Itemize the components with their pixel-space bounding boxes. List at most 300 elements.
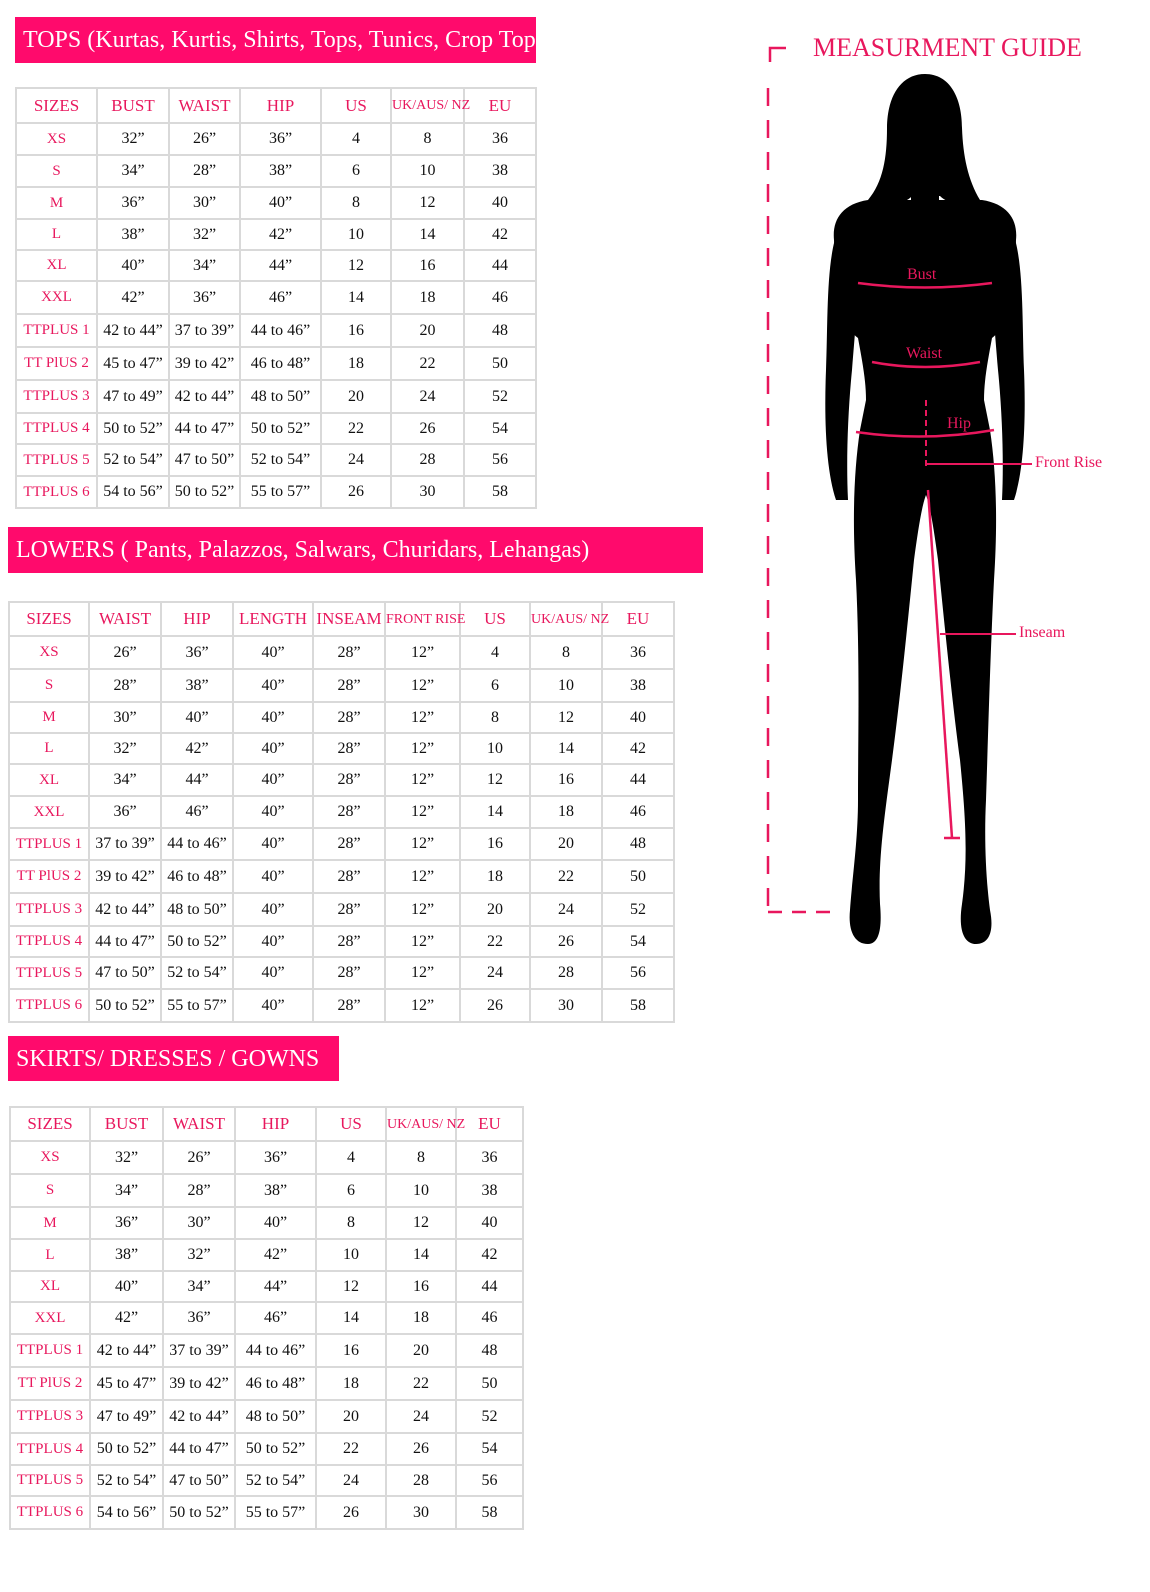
table-cell: 28” — [313, 860, 385, 893]
table-cell: 12” — [385, 733, 460, 764]
table-cell: 37 to 39” — [89, 828, 161, 860]
table-cell: 48 — [602, 828, 674, 860]
table-cell: 30 — [530, 989, 602, 1022]
size-label: TTPLUS 4 — [9, 926, 89, 957]
table-cell: 12” — [385, 893, 460, 926]
table-cell: 42 to 44” — [169, 380, 240, 413]
column-header: SIZES — [10, 1107, 90, 1141]
table-cell: 36 — [456, 1141, 523, 1174]
table-cell: 42 — [464, 219, 536, 250]
table-row — [9, 669, 674, 702]
size-label: M — [10, 1207, 90, 1239]
table-cell: 28” — [169, 155, 240, 187]
table-row — [16, 476, 536, 508]
table-cell: 44” — [161, 764, 233, 796]
size-label: TTPLUS 4 — [16, 413, 97, 444]
size-label: TT PlUS 2 — [16, 347, 97, 380]
size-label: TTPLUS 5 — [16, 444, 97, 476]
table-cell: 40” — [233, 957, 313, 989]
table-cell: 12” — [385, 636, 460, 669]
table-cell: 32” — [163, 1239, 235, 1271]
table-cell: 44 — [602, 764, 674, 796]
table-cell: 20 — [391, 314, 464, 347]
table-cell: 47 to 50” — [163, 1465, 235, 1496]
size-label: S — [10, 1174, 90, 1207]
table-cell: 58 — [602, 989, 674, 1022]
table-cell: 12” — [385, 669, 460, 702]
table-cell: 42 to 44” — [90, 1334, 163, 1367]
table-cell: 52 — [464, 380, 536, 413]
table-cell: 20 — [530, 828, 602, 860]
table-cell: 18 — [391, 281, 464, 314]
table-row — [9, 828, 674, 860]
table-cell: 42” — [97, 281, 169, 314]
table-cell: 45 to 47” — [90, 1367, 163, 1400]
table-cell: 40” — [233, 796, 313, 828]
table-cell: 47 to 50” — [169, 444, 240, 476]
table-cell: 50 to 52” — [90, 1433, 163, 1465]
table-cell: 10 — [391, 155, 464, 187]
table-cell: 36” — [235, 1141, 316, 1174]
table-row — [16, 155, 536, 187]
column-header: FRONT RISE — [385, 602, 460, 636]
table-cell: 44 — [456, 1271, 523, 1302]
table-row — [16, 187, 536, 219]
table-cell: 42” — [161, 733, 233, 764]
table-cell: 40 — [464, 187, 536, 219]
table-cell: 28” — [313, 828, 385, 860]
table-row — [10, 1465, 523, 1496]
table-cell: 12 — [460, 764, 530, 796]
table-cell: 18 — [321, 347, 391, 380]
table-cell: 22 — [316, 1433, 386, 1465]
table-cell: 12 — [321, 250, 391, 281]
table-cell: 39 to 42” — [89, 860, 161, 893]
table-row — [10, 1433, 523, 1465]
table-cell: 16 — [316, 1334, 386, 1367]
table-cell: 52 — [602, 893, 674, 926]
measurement-guide-figure — [760, 40, 1140, 960]
table-cell: 10 — [321, 219, 391, 250]
table-cell: 50 to 52” — [169, 476, 240, 508]
table-cell: 38” — [97, 219, 169, 250]
table-cell: 30 — [391, 476, 464, 508]
table-cell: 50 — [456, 1367, 523, 1400]
table-cell: 47 to 50” — [89, 957, 161, 989]
table-cell: 52 to 54” — [90, 1465, 163, 1496]
table-cell: 46 — [456, 1302, 523, 1334]
table-cell: 28” — [313, 893, 385, 926]
table-row — [16, 314, 536, 347]
table-cell: 8 — [321, 187, 391, 219]
table-cell: 36” — [240, 123, 321, 155]
table-cell: 32” — [90, 1141, 163, 1174]
table-cell: 28” — [313, 702, 385, 733]
table-cell: 44 — [464, 250, 536, 281]
table-cell: 12” — [385, 828, 460, 860]
table-cell: 44” — [235, 1271, 316, 1302]
table-cell: 50 to 52” — [97, 413, 169, 444]
table-cell: 42 — [602, 733, 674, 764]
table-cell: 52 to 54” — [161, 957, 233, 989]
table-cell: 20 — [460, 893, 530, 926]
inseam-label: Inseam — [1019, 624, 1066, 641]
table-row — [9, 957, 674, 989]
table-cell: 47 to 49” — [97, 380, 169, 413]
table-cell: 28” — [313, 764, 385, 796]
table-cell: 42 — [456, 1239, 523, 1271]
table-cell: 50 to 52” — [163, 1496, 235, 1529]
table-cell: 28” — [313, 957, 385, 989]
female-silhouette-icon — [825, 74, 1024, 944]
table-cell: 46 to 48” — [161, 860, 233, 893]
table-cell: 4 — [460, 636, 530, 669]
column-header: HIP — [235, 1107, 316, 1141]
size-label: XS — [16, 123, 97, 155]
table-row — [16, 250, 536, 281]
table-cell: 40” — [233, 926, 313, 957]
table-cell: 28 — [530, 957, 602, 989]
table-cell: 44 to 46” — [240, 314, 321, 347]
table-cell: 18 — [386, 1302, 456, 1334]
table-cell: 20 — [386, 1334, 456, 1367]
table-cell: 10 — [530, 669, 602, 702]
table-row — [16, 281, 536, 314]
table-row — [9, 702, 674, 733]
table-cell: 36” — [89, 796, 161, 828]
table-row — [9, 893, 674, 926]
table-cell: 26 — [391, 413, 464, 444]
size-label: TTPLUS 1 — [10, 1334, 90, 1367]
table-cell: 24 — [530, 893, 602, 926]
table-cell: 46 to 48” — [235, 1367, 316, 1400]
table-cell: 12 — [391, 187, 464, 219]
table-cell: 48 — [464, 314, 536, 347]
table-cell: 10 — [460, 733, 530, 764]
table-row — [16, 123, 536, 155]
table-cell: 56 — [456, 1465, 523, 1496]
table-cell: 28” — [313, 669, 385, 702]
table-cell: 32” — [97, 123, 169, 155]
column-header: EU — [602, 602, 674, 636]
table-cell: 38” — [161, 669, 233, 702]
table-row — [10, 1496, 523, 1529]
size-label: TTPLUS 3 — [9, 893, 89, 926]
table-cell: 52 to 54” — [235, 1465, 316, 1496]
table-cell: 42” — [240, 219, 321, 250]
column-header: BUST — [90, 1107, 163, 1141]
table-cell: 26 — [321, 476, 391, 508]
table-cell: 24 — [386, 1400, 456, 1433]
table-cell: 46 — [602, 796, 674, 828]
column-header: UK/AUS/ NZ — [530, 602, 602, 636]
table-cell: 52 to 54” — [240, 444, 321, 476]
table-row — [9, 636, 674, 669]
table-cell: 34” — [97, 155, 169, 187]
lowers-size-table — [8, 601, 675, 1023]
column-header: WAIST — [89, 602, 161, 636]
table-cell: 6 — [321, 155, 391, 187]
table-cell: 55 to 57” — [161, 989, 233, 1022]
table-cell: 39 to 42” — [169, 347, 240, 380]
table-row — [16, 413, 536, 444]
table-row — [10, 1334, 523, 1367]
front-rise-label: Front Rise — [1035, 454, 1103, 471]
size-label: XS — [9, 636, 89, 669]
table-row — [10, 1302, 523, 1334]
size-label: TTPLUS 3 — [10, 1400, 90, 1433]
table-row — [9, 860, 674, 893]
table-cell: 50 to 52” — [161, 926, 233, 957]
size-label: TTPLUS 6 — [9, 989, 89, 1022]
column-header: LENGTH — [233, 602, 313, 636]
table-cell: 34” — [169, 250, 240, 281]
column-header: INSEAM — [313, 602, 385, 636]
table-cell: 16 — [391, 250, 464, 281]
table-cell: 16 — [321, 314, 391, 347]
table-cell: 54 — [602, 926, 674, 957]
table-cell: 4 — [316, 1141, 386, 1174]
table-cell: 20 — [321, 380, 391, 413]
table-row — [10, 1207, 523, 1239]
column-header: WAIST — [169, 88, 240, 123]
table-cell: 36 — [602, 636, 674, 669]
table-row — [10, 1239, 523, 1271]
table-cell: 48 to 50” — [161, 893, 233, 926]
guide-title: MEASURMENT GUIDE — [813, 33, 1082, 62]
table-cell: 16 — [530, 764, 602, 796]
tops-title: TOPS (Kurtas, Kurtis, Shirts, Tops, Tunics, Crop Tops) — [23, 27, 554, 53]
table-cell: 12 — [386, 1207, 456, 1239]
size-label: M — [9, 702, 89, 733]
table-cell: 42 to 44” — [163, 1400, 235, 1433]
size-label: TTPLUS 5 — [10, 1465, 90, 1496]
table-cell: 8 — [460, 702, 530, 733]
table-cell: 8 — [391, 123, 464, 155]
table-cell: 44 to 47” — [163, 1433, 235, 1465]
table-row — [10, 1271, 523, 1302]
table-cell: 36” — [97, 187, 169, 219]
table-row — [10, 1367, 523, 1400]
table-cell: 6 — [460, 669, 530, 702]
table-cell: 34” — [89, 764, 161, 796]
table-cell: 24 — [391, 380, 464, 413]
lowers-banner — [8, 527, 703, 573]
size-label: XL — [16, 250, 97, 281]
table-cell: 38” — [90, 1239, 163, 1271]
table-cell: 34” — [90, 1174, 163, 1207]
size-label: S — [16, 155, 97, 187]
table-cell: 40 — [602, 702, 674, 733]
size-label: TTPLUS 3 — [16, 380, 97, 413]
table-cell: 40” — [240, 187, 321, 219]
table-cell: 48 — [456, 1334, 523, 1367]
table-cell: 50 to 52” — [89, 989, 161, 1022]
table-cell: 22 — [530, 860, 602, 893]
table-cell: 40 — [456, 1207, 523, 1239]
size-label: TTPLUS 4 — [10, 1433, 90, 1465]
table-cell: 12” — [385, 989, 460, 1022]
guide-bracket-top — [770, 48, 786, 62]
size-label: L — [10, 1239, 90, 1271]
table-cell: 37 to 39” — [163, 1334, 235, 1367]
table-cell: 26 — [530, 926, 602, 957]
table-cell: 40” — [233, 893, 313, 926]
table-cell: 28” — [313, 733, 385, 764]
column-header: US — [321, 88, 391, 123]
table-cell: 40” — [233, 764, 313, 796]
column-header: SIZES — [16, 88, 97, 123]
table-cell: 38” — [240, 155, 321, 187]
table-cell: 30” — [89, 702, 161, 733]
table-cell: 54 — [464, 413, 536, 444]
table-cell: 22 — [386, 1367, 456, 1400]
table-cell: 12” — [385, 860, 460, 893]
table-cell: 54 to 56” — [97, 476, 169, 508]
table-row — [9, 989, 674, 1022]
size-label: TT PlUS 2 — [9, 860, 89, 893]
table-row — [9, 764, 674, 796]
table-row — [9, 733, 674, 764]
size-label: XXL — [10, 1302, 90, 1334]
column-header: WAIST — [163, 1107, 235, 1141]
column-header: US — [460, 602, 530, 636]
table-cell: 56 — [464, 444, 536, 476]
table-cell: 54 — [456, 1433, 523, 1465]
table-cell: 8 — [530, 636, 602, 669]
table-cell: 14 — [391, 219, 464, 250]
table-cell: 8 — [386, 1141, 456, 1174]
table-cell: 18 — [316, 1367, 386, 1400]
table-cell: 20 — [316, 1400, 386, 1433]
table-cell: 28” — [313, 989, 385, 1022]
column-header: SIZES — [9, 602, 89, 636]
table-cell: 6 — [316, 1174, 386, 1207]
table-cell: 28” — [313, 796, 385, 828]
table-cell: 14 — [386, 1239, 456, 1271]
table-cell: 44 to 46” — [161, 828, 233, 860]
table-cell: 28” — [313, 636, 385, 669]
table-cell: 28” — [89, 669, 161, 702]
table-cell: 39 to 42” — [163, 1367, 235, 1400]
table-cell: 26 — [460, 989, 530, 1022]
size-label: TTPLUS 5 — [9, 957, 89, 989]
table-cell: 40” — [233, 636, 313, 669]
skirts-size-table — [9, 1106, 524, 1530]
table-cell: 18 — [530, 796, 602, 828]
size-label: TTPLUS 1 — [16, 314, 97, 347]
size-label: M — [16, 187, 97, 219]
table-cell: 12 — [316, 1271, 386, 1302]
table-cell: 32” — [169, 219, 240, 250]
column-header: HIP — [240, 88, 321, 123]
size-label: TT PlUS 2 — [10, 1367, 90, 1400]
table-cell: 36” — [161, 636, 233, 669]
table-cell: 55 to 57” — [235, 1496, 316, 1529]
size-label: L — [9, 733, 89, 764]
table-cell: 42” — [90, 1302, 163, 1334]
table-cell: 38 — [464, 155, 536, 187]
table-cell: 46” — [235, 1302, 316, 1334]
table-cell: 46 to 48” — [240, 347, 321, 380]
table-row — [16, 380, 536, 413]
table-cell: 55 to 57” — [240, 476, 321, 508]
table-cell: 12” — [385, 796, 460, 828]
table-cell: 40” — [233, 989, 313, 1022]
table-cell: 16 — [460, 828, 530, 860]
table-cell: 40” — [233, 860, 313, 893]
table-cell: 42” — [235, 1239, 316, 1271]
table-cell: 46” — [240, 281, 321, 314]
table-cell: 26” — [89, 636, 161, 669]
table-cell: 28” — [163, 1174, 235, 1207]
table-cell: 52 to 54” — [97, 444, 169, 476]
table-row — [10, 1174, 523, 1207]
table-cell: 46” — [161, 796, 233, 828]
table-cell: 28 — [386, 1465, 456, 1496]
skirts-banner — [8, 1036, 339, 1081]
table-cell: 30” — [169, 187, 240, 219]
table-cell: 46 — [464, 281, 536, 314]
size-label: TTPLUS 6 — [16, 476, 97, 508]
column-header: UK/AUS/ NZ — [391, 88, 464, 123]
table-cell: 40” — [233, 669, 313, 702]
column-header: EU — [456, 1107, 523, 1141]
hip-label: Hip — [947, 415, 971, 432]
size-label: XL — [9, 764, 89, 796]
table-cell: 14 — [316, 1302, 386, 1334]
table-cell: 18 — [460, 860, 530, 893]
column-header: UK/AUS/ NZ — [386, 1107, 456, 1141]
table-cell: 38 — [456, 1174, 523, 1207]
table-cell: 28” — [313, 926, 385, 957]
table-cell: 12” — [385, 957, 460, 989]
table-row — [9, 926, 674, 957]
column-header: HIP — [161, 602, 233, 636]
table-cell: 38 — [602, 669, 674, 702]
column-header: EU — [464, 88, 536, 123]
table-cell: 22 — [460, 926, 530, 957]
table-cell: 22 — [391, 347, 464, 380]
table-row — [16, 347, 536, 380]
tops-banner — [15, 17, 554, 63]
size-label: XXL — [16, 281, 97, 314]
bust-label: Bust — [907, 266, 937, 283]
column-header: US — [316, 1107, 386, 1141]
table-cell: 40” — [233, 828, 313, 860]
table-cell: 14 — [460, 796, 530, 828]
table-cell: 24 — [460, 957, 530, 989]
waist-label: Waist — [906, 345, 943, 362]
table-cell: 24 — [321, 444, 391, 476]
table-cell: 42 to 44” — [89, 893, 161, 926]
table-cell: 40” — [97, 250, 169, 281]
table-row — [16, 444, 536, 476]
table-cell: 10 — [316, 1239, 386, 1271]
table-cell: 48 to 50” — [235, 1400, 316, 1433]
table-cell: 47 to 49” — [90, 1400, 163, 1433]
table-cell: 32” — [89, 733, 161, 764]
skirts-title: SKIRTS/ DRESSES / GOWNS — [16, 1046, 320, 1072]
table-cell: 30 — [386, 1496, 456, 1529]
table-row — [16, 219, 536, 250]
size-label: TTPLUS 1 — [9, 828, 89, 860]
table-cell: 40” — [235, 1207, 316, 1239]
table-cell: 8 — [316, 1207, 386, 1239]
size-label: XL — [10, 1271, 90, 1302]
table-row — [9, 796, 674, 828]
table-cell: 40” — [161, 702, 233, 733]
